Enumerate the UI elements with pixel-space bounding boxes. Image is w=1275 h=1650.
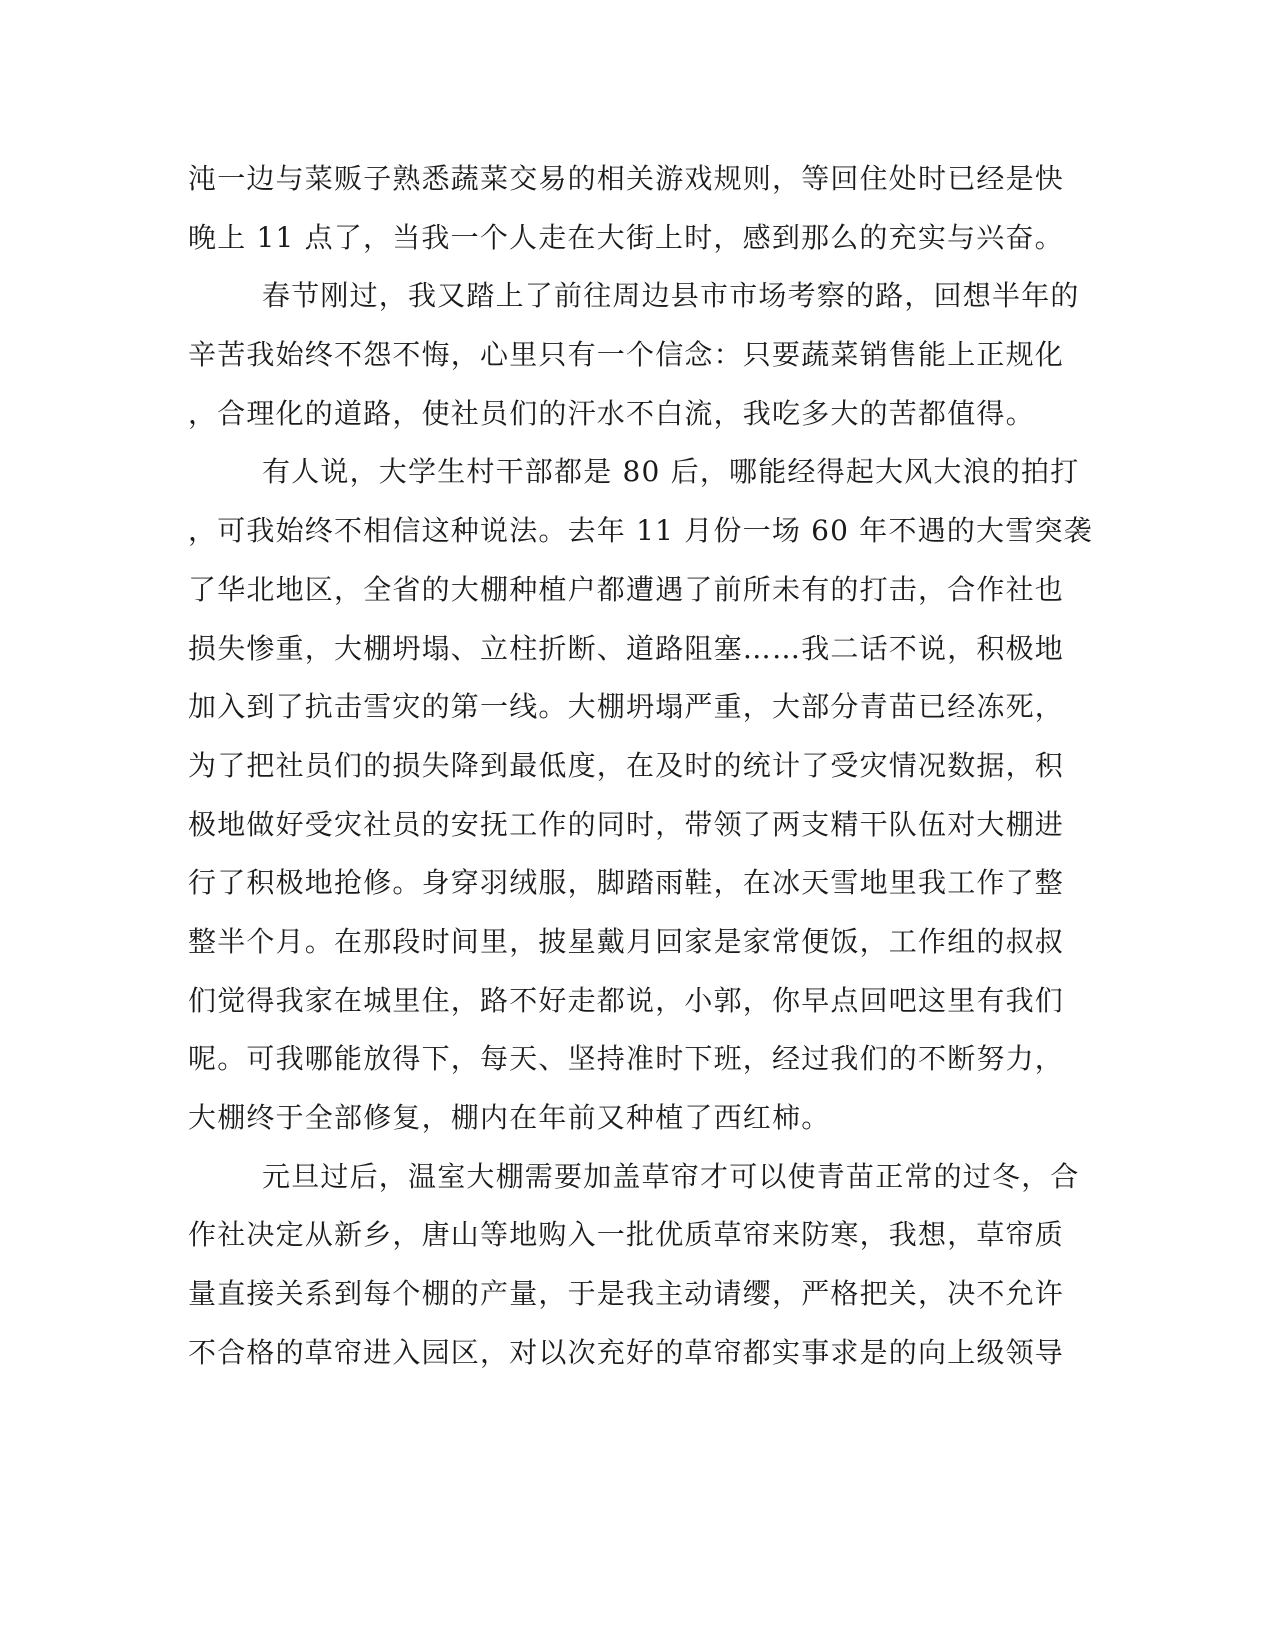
text-line: 损失惨重，大棚坍塌、立柱折断、道路阻塞……我二话不说，积极地 bbox=[188, 631, 1065, 665]
text-line: 们觉得我家在城里住，路不好走都说，小郭，你早点回吧这里有我们 bbox=[188, 983, 1065, 1017]
body-text bbox=[188, 150, 1093, 1382]
text-line: 加入到了抗击雪灾的第一线。大棚坍塌严重，大部分青苗已经冻死， bbox=[188, 690, 1065, 724]
paragraph-first-line: 春节刚过，我又踏上了前往周边县市市场考察的路，回想半年的 bbox=[262, 279, 1080, 313]
text-line: 呢。可我哪能放得下，每天、坚持准时下班，经过我们的不断努力， bbox=[188, 1042, 1065, 1076]
text-line: 整半个月。在那段时间里，披星戴月回家是家常便饭，工作组的叔叔 bbox=[188, 924, 1065, 958]
text-line: 大棚终于全部修复，棚内在年前又种植了西红柿。 bbox=[188, 1101, 831, 1134]
text-line: 辛苦我始终不怨不悔，心里只有一个信念：只要蔬菜销售能上正规化 bbox=[188, 338, 1065, 372]
text-line: 沌一边与菜贩子熟悉蔬菜交易的相关游戏规则，等回住处时已经是快 bbox=[188, 162, 1065, 195]
text-line: 不合格的草帘进入园区，对以次充好的草帘都实事求是的向上级领导 bbox=[188, 1335, 1065, 1369]
text-line: ，合理化的道路，使社员们的汗水不白流，我吃多大的苦都值得。 bbox=[188, 396, 1035, 430]
text-line: 作社决定从新乡，唐山等地购入一批优质草帘来防寒，我想，草帘质 bbox=[188, 1218, 1065, 1252]
paragraph-first-line: 有人说，大学生村干部都是 80 后，哪能经得起大风大浪的拍打 bbox=[262, 455, 1080, 489]
text-line: 极地做好受灾社员的安抚工作的同时，带领了两支精干队伍对大棚进 bbox=[188, 807, 1065, 841]
paragraph-first-line: 元旦过后，温室大棚需要加盖草帘才可以使青苗正常的过冬，合 bbox=[262, 1159, 1080, 1193]
text-line: 了华北地区，全省的大棚种植户都遭遇了前所未有的打击，合作社也 bbox=[188, 572, 1065, 606]
text-line: ，可我始终不相信这种说法。去年 11 月份一场 60 年不遇的大雪突袭 bbox=[188, 514, 1093, 548]
text-line: 晚上 11 点了，当我一个人走在大街上时，感到那么的充实与兴奋。 bbox=[188, 220, 1064, 254]
text-line: 量直接关系到每个棚的产量，于是我主动请缨，严格把关，决不允许 bbox=[188, 1277, 1065, 1311]
text-line: 为了把社员们的损失降到最低度，在及时的统计了受灾情况数据，积 bbox=[188, 748, 1065, 782]
text-line: 行了积极地抢修。身穿羽绒服，脚踏雨鞋，在冰天雪地里我工作了整 bbox=[188, 866, 1065, 900]
